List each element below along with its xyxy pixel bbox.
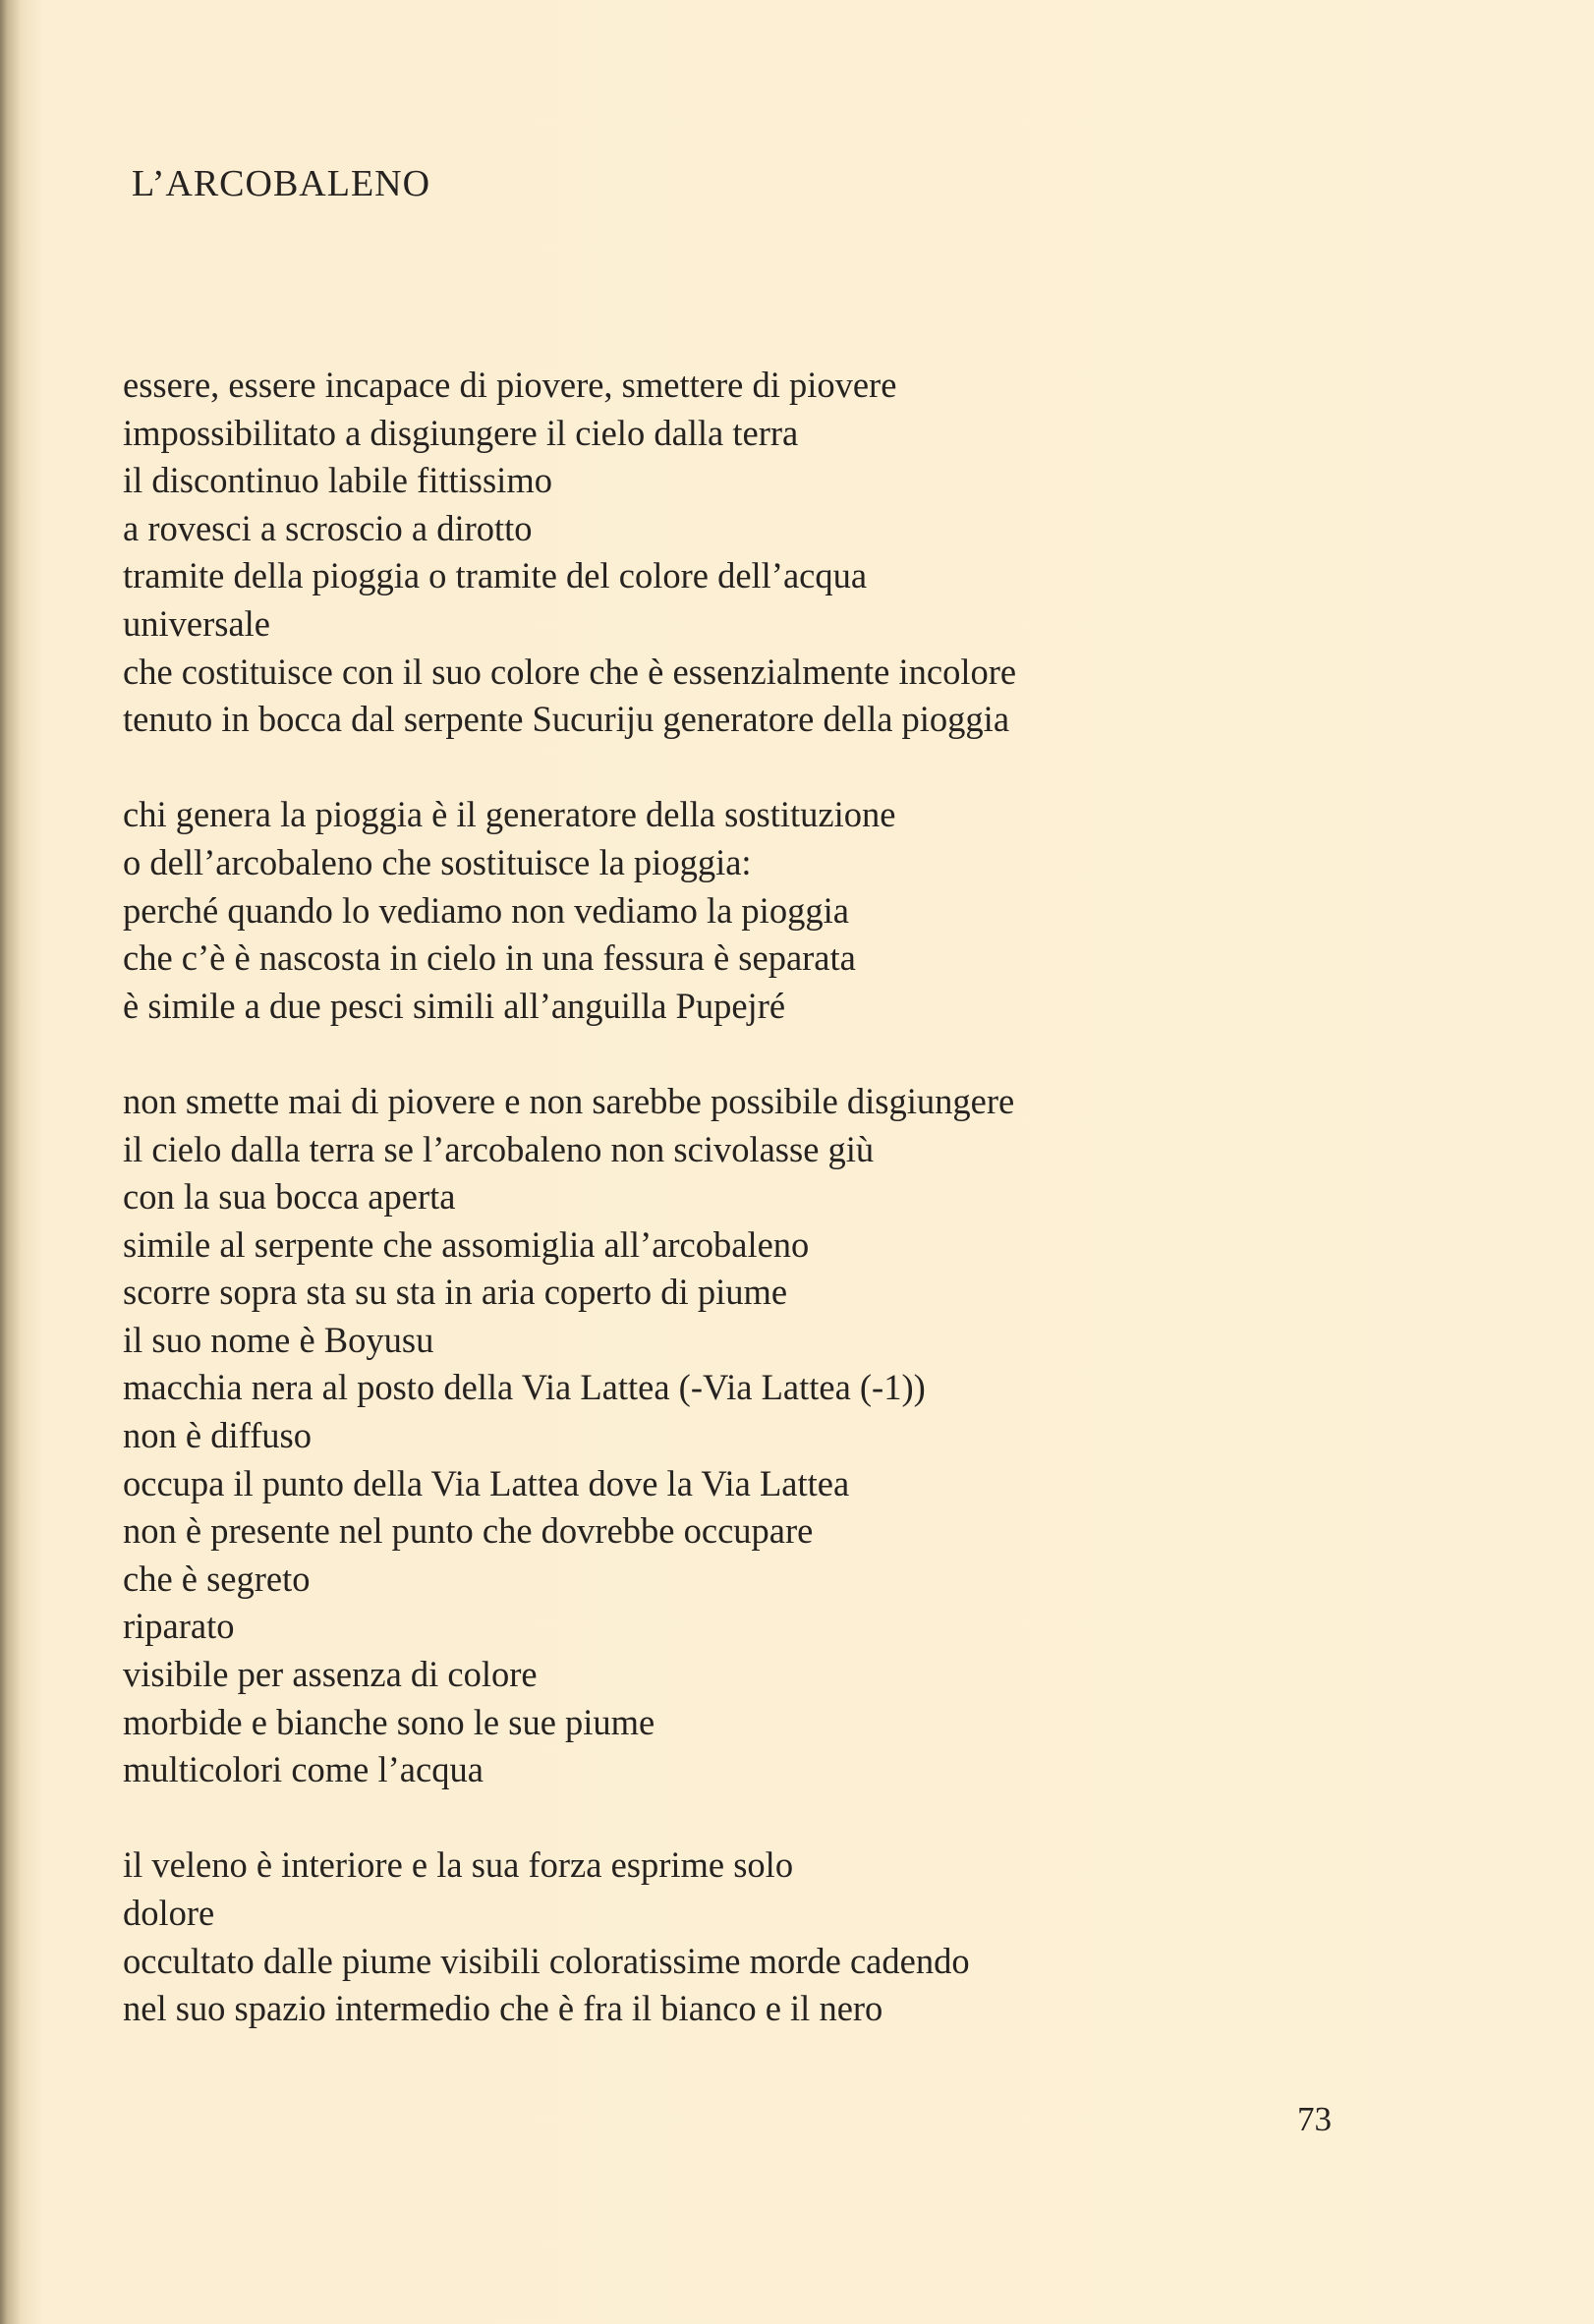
poem-line: tenuto in bocca dal serpente Sucuriju generatore della pioggia xyxy=(123,699,1010,740)
poem-line: tramite della pioggia o tramite del colore dell’acqua xyxy=(123,555,868,596)
poem-title: L’ARCOBALENO xyxy=(132,163,431,204)
poem-line: multicolori come l’acqua xyxy=(123,1749,484,1790)
stanza-4 xyxy=(123,1842,1479,2032)
poem-line: non è diffuso xyxy=(123,1415,312,1456)
stanza-3 xyxy=(123,1078,1479,1794)
poem-line: non smette mai di piovere e non sarebbe possibile disgiungere xyxy=(123,1080,1015,1121)
poem-line: chi genera la pioggia è il generatore della sostituzione xyxy=(123,794,896,835)
poem-line: a rovesci a scroscio a dirotto xyxy=(123,507,533,548)
poem-line: dolore xyxy=(123,1893,215,1933)
poem-line: è simile a due pesci simili all’anguilla Pupejré xyxy=(123,985,786,1026)
poem-line: nel suo spazio intermedio che è fra il bianco e il nero xyxy=(123,1988,883,2029)
poem-line: occupa il punto della Via Lattea dove la Via Lattea xyxy=(123,1462,850,1503)
poem-line: il veleno è interiore e la sua forza esprime solo xyxy=(123,1844,794,1886)
poem-line: con la sua bocca aperta xyxy=(123,1176,456,1218)
poem-line: che è segreto xyxy=(123,1558,311,1599)
poem-line: o dell’arcobaleno che sostituisce la pioggia: xyxy=(123,841,752,882)
poem-line: macchia nera al posto della Via Lattea (-Via Lattea (-1)) xyxy=(123,1367,926,1408)
poem-line: perché quando lo vediamo non vediamo la pioggia xyxy=(123,889,849,931)
poem-line: riparato xyxy=(123,1606,235,1647)
poem-line: non è presente nel punto che dovrebbe occupare xyxy=(123,1510,814,1552)
poem-line: scorre sopra sta su sta in aria coperto di piume xyxy=(123,1272,788,1313)
poem-line: impossibilitato a disgiungere il cielo dalla terra xyxy=(123,412,799,453)
stanza-2 xyxy=(123,791,1479,1030)
stanza-1 xyxy=(123,362,1479,744)
poem-line: simile al serpente che assomiglia all’arcobaleno xyxy=(123,1223,810,1265)
poem-line: occultato dalle piume visibili coloratissime morde cadendo xyxy=(123,1940,970,1981)
poem-line: il suo nome è Boyusu xyxy=(123,1319,434,1360)
page-number: 73 xyxy=(1297,2100,1332,2138)
poem-line: il cielo dalla terra se l’arcobaleno non scivolasse giù xyxy=(123,1128,875,1169)
poem-line: essere, essere incapace di piovere, smettere di piovere xyxy=(123,365,897,405)
poem-line: il discontinuo labile fittissimo xyxy=(123,460,552,501)
poem-line: morbide e bianche sono le sue piume xyxy=(123,1701,655,1742)
poem-line: che costituisce con il suo colore che è essenzialmente incolore xyxy=(123,651,1017,692)
poem-line: che c’è è nascosta in cielo in una fessura è separata xyxy=(123,937,856,979)
poem-line: universale xyxy=(123,602,270,644)
poem-body xyxy=(123,362,1479,2033)
poem-line: visibile per assenza di colore xyxy=(123,1654,538,1695)
